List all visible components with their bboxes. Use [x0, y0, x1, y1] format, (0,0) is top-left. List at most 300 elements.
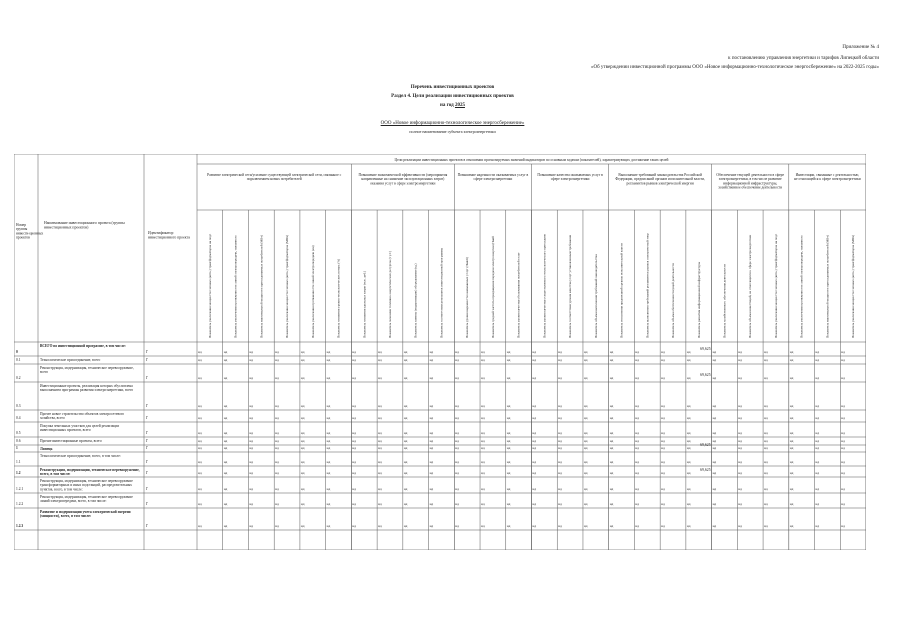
table-cell: нд: [841, 431, 845, 435]
indicator-label: Показатель экономии топливно-энергетических ресурсов (т у.т.): [387, 251, 392, 338]
table-cell: нд: [352, 431, 356, 435]
table-cell: нд: [532, 439, 537, 443]
table-cell: нд: [738, 471, 742, 475]
table-cell: нд: [635, 358, 639, 362]
table-cell: нд: [661, 502, 665, 506]
table-cell: нд: [532, 376, 537, 380]
table-cell: нд: [609, 471, 614, 475]
table-cell: нд: [198, 471, 202, 475]
table-cell: нд: [506, 487, 511, 491]
org-name: ООО «Новое информационно-технологическое энергосбережение»: [380, 121, 525, 126]
appendix-line-2: «Об утверждении инвестиционной программы ООО «Новое информационно-технологическое энергосбережение» на 2022-2025 годы»: [591, 65, 879, 70]
table-cell: нд: [403, 524, 408, 528]
table-cell: нд: [532, 446, 537, 450]
indicator-label: Показатель замены (модернизации) оборудования (ед.): [413, 263, 418, 338]
table-cell: нд: [738, 431, 742, 435]
table-cell: нд: [249, 502, 254, 506]
table-cell: нд: [429, 431, 434, 435]
table-cell: нд: [481, 487, 485, 491]
table-cell: нд: [249, 439, 254, 443]
table-cell: нд: [455, 431, 459, 435]
table-cell: нд: [275, 376, 279, 380]
row-name: Прочие инвестиционные проекты, всего: [40, 439, 102, 443]
row-number: 0.3: [16, 404, 21, 408]
table-cell: нд: [738, 350, 742, 354]
table-cell: нд: [378, 350, 382, 354]
row-number: 0.5: [16, 431, 21, 435]
table-cell: нд: [789, 404, 794, 408]
table-cell: нд: [841, 350, 845, 354]
table-cell: нд: [198, 460, 202, 464]
table-cell: нд: [326, 487, 331, 491]
table-cell: нд: [455, 416, 459, 420]
table-cell: нд: [403, 446, 408, 450]
table-cell: нд: [764, 358, 768, 362]
table-cell: нд: [609, 350, 614, 354]
table-cell: нд: [532, 358, 537, 362]
table-cell: нд: [352, 404, 356, 408]
row-number: 0: [16, 350, 18, 354]
table-cell: нд: [326, 471, 331, 475]
section-title: Раздел 4. Цели реализации инвестиционных проектов: [391, 94, 514, 99]
indicator-label: Показатель объема выполнения требований законодательства: [593, 254, 598, 338]
table-cell: нд: [506, 358, 511, 362]
table-cell: нд: [481, 350, 485, 354]
table-cell: нд: [815, 416, 820, 420]
indicator-label: Показатель соответствия уровня качества услуг установленным требования: [568, 235, 573, 338]
table-cell: нд: [506, 460, 511, 464]
table-cell: нд: [712, 431, 717, 435]
row-number: 1.1: [16, 460, 21, 464]
row-id: Г: [146, 446, 149, 450]
table-cell: нд: [661, 439, 665, 443]
table-cell: нд: [378, 416, 382, 420]
table-cell: нд: [661, 431, 665, 435]
table-cell: нд: [300, 460, 305, 464]
table-cell: нд: [403, 431, 408, 435]
table-cell: нд: [764, 471, 768, 475]
table-cell: нд: [326, 404, 331, 408]
table-cell: нд: [506, 446, 511, 450]
table-cell: нд: [609, 431, 614, 435]
table-cell: нд: [275, 404, 279, 408]
table-cell: нд: [326, 460, 331, 464]
table-cell: нд: [223, 446, 228, 450]
table-cell: нд: [712, 439, 717, 443]
table-cell: нд: [455, 460, 459, 464]
table-cell: нд: [249, 431, 254, 435]
table-cell: нд: [738, 487, 742, 491]
table-cell: нд: [686, 350, 691, 354]
year-prefix: на год: [440, 103, 454, 108]
table-cell: нд: [635, 376, 639, 380]
table-cell: нд: [326, 358, 331, 362]
table-cell: нд: [506, 471, 511, 475]
table-cell: нд: [789, 446, 794, 450]
row-name: Реконструкция, модернизация, техническое перевооружение, всего, в том числе:: [40, 468, 140, 477]
indicator-label: Показатель развития информационной инфраструктуры: [696, 261, 701, 338]
table-cell: нд: [661, 376, 665, 380]
table-cell: нд: [300, 404, 305, 408]
indicator-label: Показатель увеличения мощности силовых (авто-) трансформаторов на подс: [207, 233, 212, 338]
table-cell: нд: [429, 471, 434, 475]
table-cell: нд: [352, 471, 356, 475]
table-cell: нд: [275, 524, 279, 528]
indicator-label: Показатель снижения удельных затрат (тыс. руб.): [362, 270, 367, 338]
group-header: Развитие электрической сети/усиление существующей электрической сети, связанное с подключением новых потребителей: [207, 173, 342, 182]
table-cell: нд: [455, 376, 459, 380]
row-name: Прочее новое строительство объектов электросетевого хозяйства, всего: [40, 412, 125, 421]
indicator-label: Показатель объема обеспечения текущей деятельности: [671, 263, 676, 338]
year-value: 2025: [454, 103, 465, 108]
table-cell: нд: [764, 446, 768, 450]
indicator-label: Показатель увеличения мощности силовых (авто-) трансформаторов на подс: [773, 233, 778, 338]
table-cell: нд: [223, 358, 228, 362]
table-cell: нд: [635, 460, 639, 464]
table-cell: нд: [326, 431, 331, 435]
table-cell: нд: [712, 376, 717, 380]
row-name: Технологическое присоединение, всего, в том числе:: [40, 454, 121, 458]
table-cell: нд: [789, 431, 794, 435]
table-cell: нд: [198, 439, 202, 443]
indicator-label: Показатель снижения уровня технологических потерь (%): [336, 258, 341, 338]
appendix-line-1: к постановлению управления энергетики и тарифов Липецкой области: [728, 56, 879, 61]
investment-table: [14, 154, 866, 550]
table-cell: нд: [223, 460, 228, 464]
table-cell: нд: [429, 502, 434, 506]
row-name: Реконструкция, модернизация, техническое перевооружение трансформаторных и иных подстанций, распределительных пунктов, всего, в том числе:: [40, 479, 133, 492]
table-cell: нд: [583, 487, 588, 491]
table-cell: нд: [275, 471, 279, 475]
table-cell: нд: [635, 487, 639, 491]
table-cell: нд: [558, 358, 562, 362]
table-cell: нд: [403, 502, 408, 506]
table-cell: нд: [815, 431, 820, 435]
table-cell: нд: [609, 439, 614, 443]
table-cell: нд: [506, 502, 511, 506]
table-cell: нд: [558, 431, 562, 435]
row-name: Инвестиционные проекты, реализация которых обусловлена выполнением программы развития электроэнергетики, всего: [40, 384, 134, 393]
table-cell: нд: [583, 358, 588, 362]
table-cell: нд: [249, 460, 254, 464]
table-cell: нд: [635, 471, 639, 475]
table-cell: нд: [326, 502, 331, 506]
row-number: 1.2: [16, 471, 21, 475]
table-cell: нд: [455, 358, 459, 362]
table-cell: нд: [764, 524, 768, 528]
table-cell: нд: [661, 487, 665, 491]
table-cell: нд: [712, 524, 717, 528]
table-cell: нд: [403, 376, 408, 380]
table-cell: нд: [352, 350, 356, 354]
row-value: 69,625: [700, 347, 711, 351]
table-cell: нд: [249, 358, 254, 362]
table-cell: нд: [764, 376, 768, 380]
group-header: Повышение качества оказываемых услуг в сфере электроэнергетики: [537, 173, 603, 182]
table-cell: нд: [815, 487, 820, 491]
table-cell: нд: [712, 487, 717, 491]
table-cell: нд: [429, 439, 434, 443]
table-cell: нд: [481, 502, 485, 506]
table-cell: нд: [352, 416, 356, 420]
table-cell: нд: [558, 524, 562, 528]
table-cell: нд: [764, 460, 768, 464]
table-cell: нд: [223, 404, 228, 408]
indicator-label: Показатель увеличения протяженности линий электропередачи, связанного: [233, 235, 238, 338]
table-cell: нд: [198, 404, 202, 408]
table-cell: нд: [481, 358, 485, 362]
table-cell: нд: [583, 502, 588, 506]
table-cell: нд: [506, 376, 511, 380]
row-number: 0.4: [16, 416, 21, 420]
row-number: 0.2: [16, 376, 21, 380]
indicator-label: Показатель уровня надежности оказываемых услуг (Пsaidi): [465, 257, 470, 338]
table-cell: нд: [789, 376, 794, 380]
table-cell: нд: [635, 416, 639, 420]
table-cell: нд: [300, 487, 305, 491]
table-cell: нд: [764, 404, 768, 408]
table-cell: нд: [403, 487, 408, 491]
row-id: Г: [146, 502, 149, 506]
table-cell: нд: [481, 524, 485, 528]
table-cell: нд: [198, 502, 202, 506]
table-cell: нд: [300, 471, 305, 475]
row-name: Реконструкция, модернизация, техническое перевооружение линий электропередачи, всего, в том числе:: [40, 495, 133, 504]
table-cell: нд: [352, 358, 356, 362]
row-name: Реконструкция, модернизация, техническое перевооружение, всего: [40, 366, 134, 375]
table-cell: нд: [455, 350, 459, 354]
table-cell: нд: [352, 446, 356, 450]
table-cell: нд: [481, 439, 485, 443]
table-cell: нд: [635, 431, 639, 435]
table-cell: нд: [686, 431, 691, 435]
table-cell: нд: [815, 358, 820, 362]
table-cell: нд: [609, 416, 614, 420]
table-cell: нд: [815, 460, 820, 464]
table-cell: нд: [378, 524, 382, 528]
row-id: Г: [146, 524, 149, 528]
table-cell: нд: [558, 439, 562, 443]
table-cell: нд: [275, 446, 279, 450]
table-cell: нд: [403, 350, 408, 354]
table-cell: нд: [506, 404, 511, 408]
table-cell: нд: [738, 524, 742, 528]
table-cell: нд: [198, 524, 202, 528]
table-cell: нд: [764, 502, 768, 506]
table-cell: нд: [686, 471, 691, 475]
table-cell: нд: [300, 524, 305, 528]
table-cell: нд: [300, 376, 305, 380]
table-cell: нд: [661, 524, 665, 528]
group-header: Выполнение требований законодательства Российской Федерации, предписаний органов исполнительной власти, регламентов рынков электрической энергии: [615, 173, 705, 186]
table-cell: нд: [249, 471, 254, 475]
table-cell: нд: [532, 404, 537, 408]
table-cell: нд: [378, 358, 382, 362]
indicator-label: Показатель увеличения мощности силовых (авто-) трансформаторов (МВА): [851, 234, 856, 338]
table-cell: нд: [455, 439, 459, 443]
row-value: 69,625: [700, 443, 711, 447]
table-cell: нд: [481, 446, 485, 450]
table-cell: нд: [223, 431, 228, 435]
table-cell: нд: [378, 439, 382, 443]
table-cell: нд: [841, 471, 845, 475]
table-cell: нд: [275, 487, 279, 491]
table-cell: нд: [378, 487, 382, 491]
table-cell: нд: [403, 460, 408, 464]
table-cell: нд: [223, 439, 228, 443]
row-name: ВСЕГО по инвестиционной программе, в том числе:: [40, 344, 126, 348]
indicator-label: Показатель средней частоты прекращения передачи электроэнергии (Пsaifi: [490, 235, 495, 338]
indicator-label: Показатель максимальной мощности присоединяемых потребителей (МВт): [825, 235, 830, 338]
table-cell: нд: [609, 376, 614, 380]
table-cell: нд: [198, 376, 202, 380]
table-cell: нд: [789, 358, 794, 362]
row-name: Липецк: [40, 447, 53, 451]
table-cell: нд: [712, 358, 717, 362]
table-cell: нд: [738, 460, 742, 464]
table-cell: нд: [532, 350, 537, 354]
table-cell: нд: [506, 431, 511, 435]
table-cell: нд: [841, 487, 845, 491]
table-cell: нд: [609, 404, 614, 408]
table-cell: нд: [764, 439, 768, 443]
group-header: Инвестиции, связанные с деятельностью, не относящейся к сфере электроэнергетики: [794, 173, 861, 182]
table-cell: нд: [841, 439, 845, 443]
row-number: 1.2.3: [16, 524, 24, 528]
table-cell: нд: [455, 471, 459, 475]
indicator-label: Показатель исполнения предписаний органов исполнительной власти: [619, 243, 624, 338]
table-cell: нд: [661, 471, 665, 475]
table-cell: нд: [661, 416, 665, 420]
table-cell: нд: [455, 404, 459, 408]
table-cell: нд: [352, 524, 356, 528]
table-cell: нд: [429, 358, 434, 362]
table-cell: нд: [378, 376, 382, 380]
indicator-label: Показатель максимальной мощности присоединяемых потребителей (МВт): [259, 235, 264, 338]
table-cell: нд: [738, 376, 742, 380]
table-cell: нд: [532, 487, 537, 491]
table-cell: нд: [352, 487, 356, 491]
table-cell: нд: [738, 416, 742, 420]
indicator-label: Показатель увеличения протяженности линий электропередачи (км): [310, 245, 315, 338]
row-name: Технологическое присоединение, всего: [40, 358, 101, 362]
table-cell: нд: [300, 358, 305, 362]
table-cell: нд: [712, 404, 717, 408]
table-cell: нд: [223, 416, 228, 420]
table-cell: нд: [378, 431, 382, 435]
row-id: Г: [146, 376, 149, 380]
table-cell: нд: [738, 404, 742, 408]
row-id: Г: [146, 404, 149, 408]
table-cell: нд: [506, 416, 511, 420]
row-number: 1: [16, 446, 18, 450]
table-cell: нд: [429, 416, 434, 420]
table-cell: нд: [661, 358, 665, 362]
table-cell: нд: [764, 487, 768, 491]
table-cell: нд: [686, 358, 691, 362]
table-cell: нд: [558, 502, 562, 506]
table-cell: нд: [558, 446, 562, 450]
indicator-label: Показатель увеличения мощности силовых (авто-) трансформаторов (МВА): [285, 234, 290, 338]
table-cell: нд: [455, 446, 459, 450]
org-caption: полное наименование субъекта электроэнергетики: [409, 129, 496, 134]
table-cell: нд: [609, 502, 614, 506]
table-cell: нд: [198, 358, 202, 362]
indicator-label: Показатель уровня качества обслуживания потребителей услуг: [516, 252, 521, 338]
header-group-number: Номер группы инвести-ционных проектов: [16, 223, 44, 240]
table-cell: нд: [583, 376, 588, 380]
table-cell: нд: [326, 446, 331, 450]
table-cell: нд: [378, 404, 382, 408]
table-cell: нд: [712, 416, 717, 420]
table-cell: нд: [300, 502, 305, 506]
year-line: [0, 103, 905, 108]
indicator-label: Показатель выполнения требований регламентов рынков электрической энер: [645, 233, 650, 338]
table-cell: нд: [815, 524, 820, 528]
table-cell: нд: [789, 416, 794, 420]
table-cell: нд: [275, 431, 279, 435]
table-cell: нд: [275, 439, 279, 443]
table-cell: нд: [532, 431, 537, 435]
row-id: Г: [146, 439, 149, 443]
group-header: Повышение надежности оказываемых услуг в сфере электроэнергетики: [457, 173, 529, 182]
table-cell: нд: [300, 431, 305, 435]
table-cell: нд: [275, 502, 279, 506]
table-cell: нд: [841, 446, 845, 450]
table-cell: нд: [686, 439, 691, 443]
table-cell: нд: [403, 416, 408, 420]
table-cell: нд: [223, 524, 228, 528]
table-cell: нд: [558, 376, 562, 380]
table-cell: нд: [455, 487, 459, 491]
table-cell: нд: [686, 460, 691, 464]
table-cell: нд: [815, 471, 820, 475]
table-cell: нд: [609, 524, 614, 528]
table-cell: нд: [223, 471, 228, 475]
table-cell: нд: [249, 376, 254, 380]
table-cell: нд: [635, 524, 639, 528]
table-cell: нд: [686, 487, 691, 491]
header-project-name: Наименование инвестиционного проекта (группы инвестиционных проектов): [44, 221, 125, 230]
table-cell: нд: [378, 460, 382, 464]
table-cell: нд: [481, 416, 485, 420]
row-number: 0.1: [16, 358, 21, 362]
table-cell: нд: [378, 502, 382, 506]
table-cell: нд: [223, 502, 228, 506]
table-cell: нд: [198, 416, 202, 420]
table-cell: нд: [789, 460, 794, 464]
table-cell: нд: [558, 416, 562, 420]
indicator-label: Показатель увеличения протяженности линий электропередачи, связанного: [799, 235, 804, 338]
table-cell: нд: [326, 376, 331, 380]
table-cell: нд: [738, 446, 742, 450]
table-cell: нд: [352, 439, 356, 443]
header-goals: Цели реализации инвестиционных проектов в отношении прогнозируемых значений индикаторов по основным задачам (показателей), характеризующих достижение таких целей: [394, 158, 669, 162]
table-cell: нд: [609, 487, 614, 491]
table-cell: нд: [609, 460, 614, 464]
table-cell: нд: [661, 350, 665, 354]
table-cell: нд: [712, 471, 717, 475]
table-cell: нд: [403, 471, 408, 475]
table-cell: нд: [481, 376, 485, 380]
table-cell: нд: [223, 487, 228, 491]
table-cell: нд: [249, 487, 254, 491]
table-cell: нд: [506, 439, 511, 443]
table-cell: нд: [764, 416, 768, 420]
table-cell: нд: [841, 376, 845, 380]
table-cell: нд: [661, 460, 665, 464]
table-cell: нд: [532, 460, 537, 464]
